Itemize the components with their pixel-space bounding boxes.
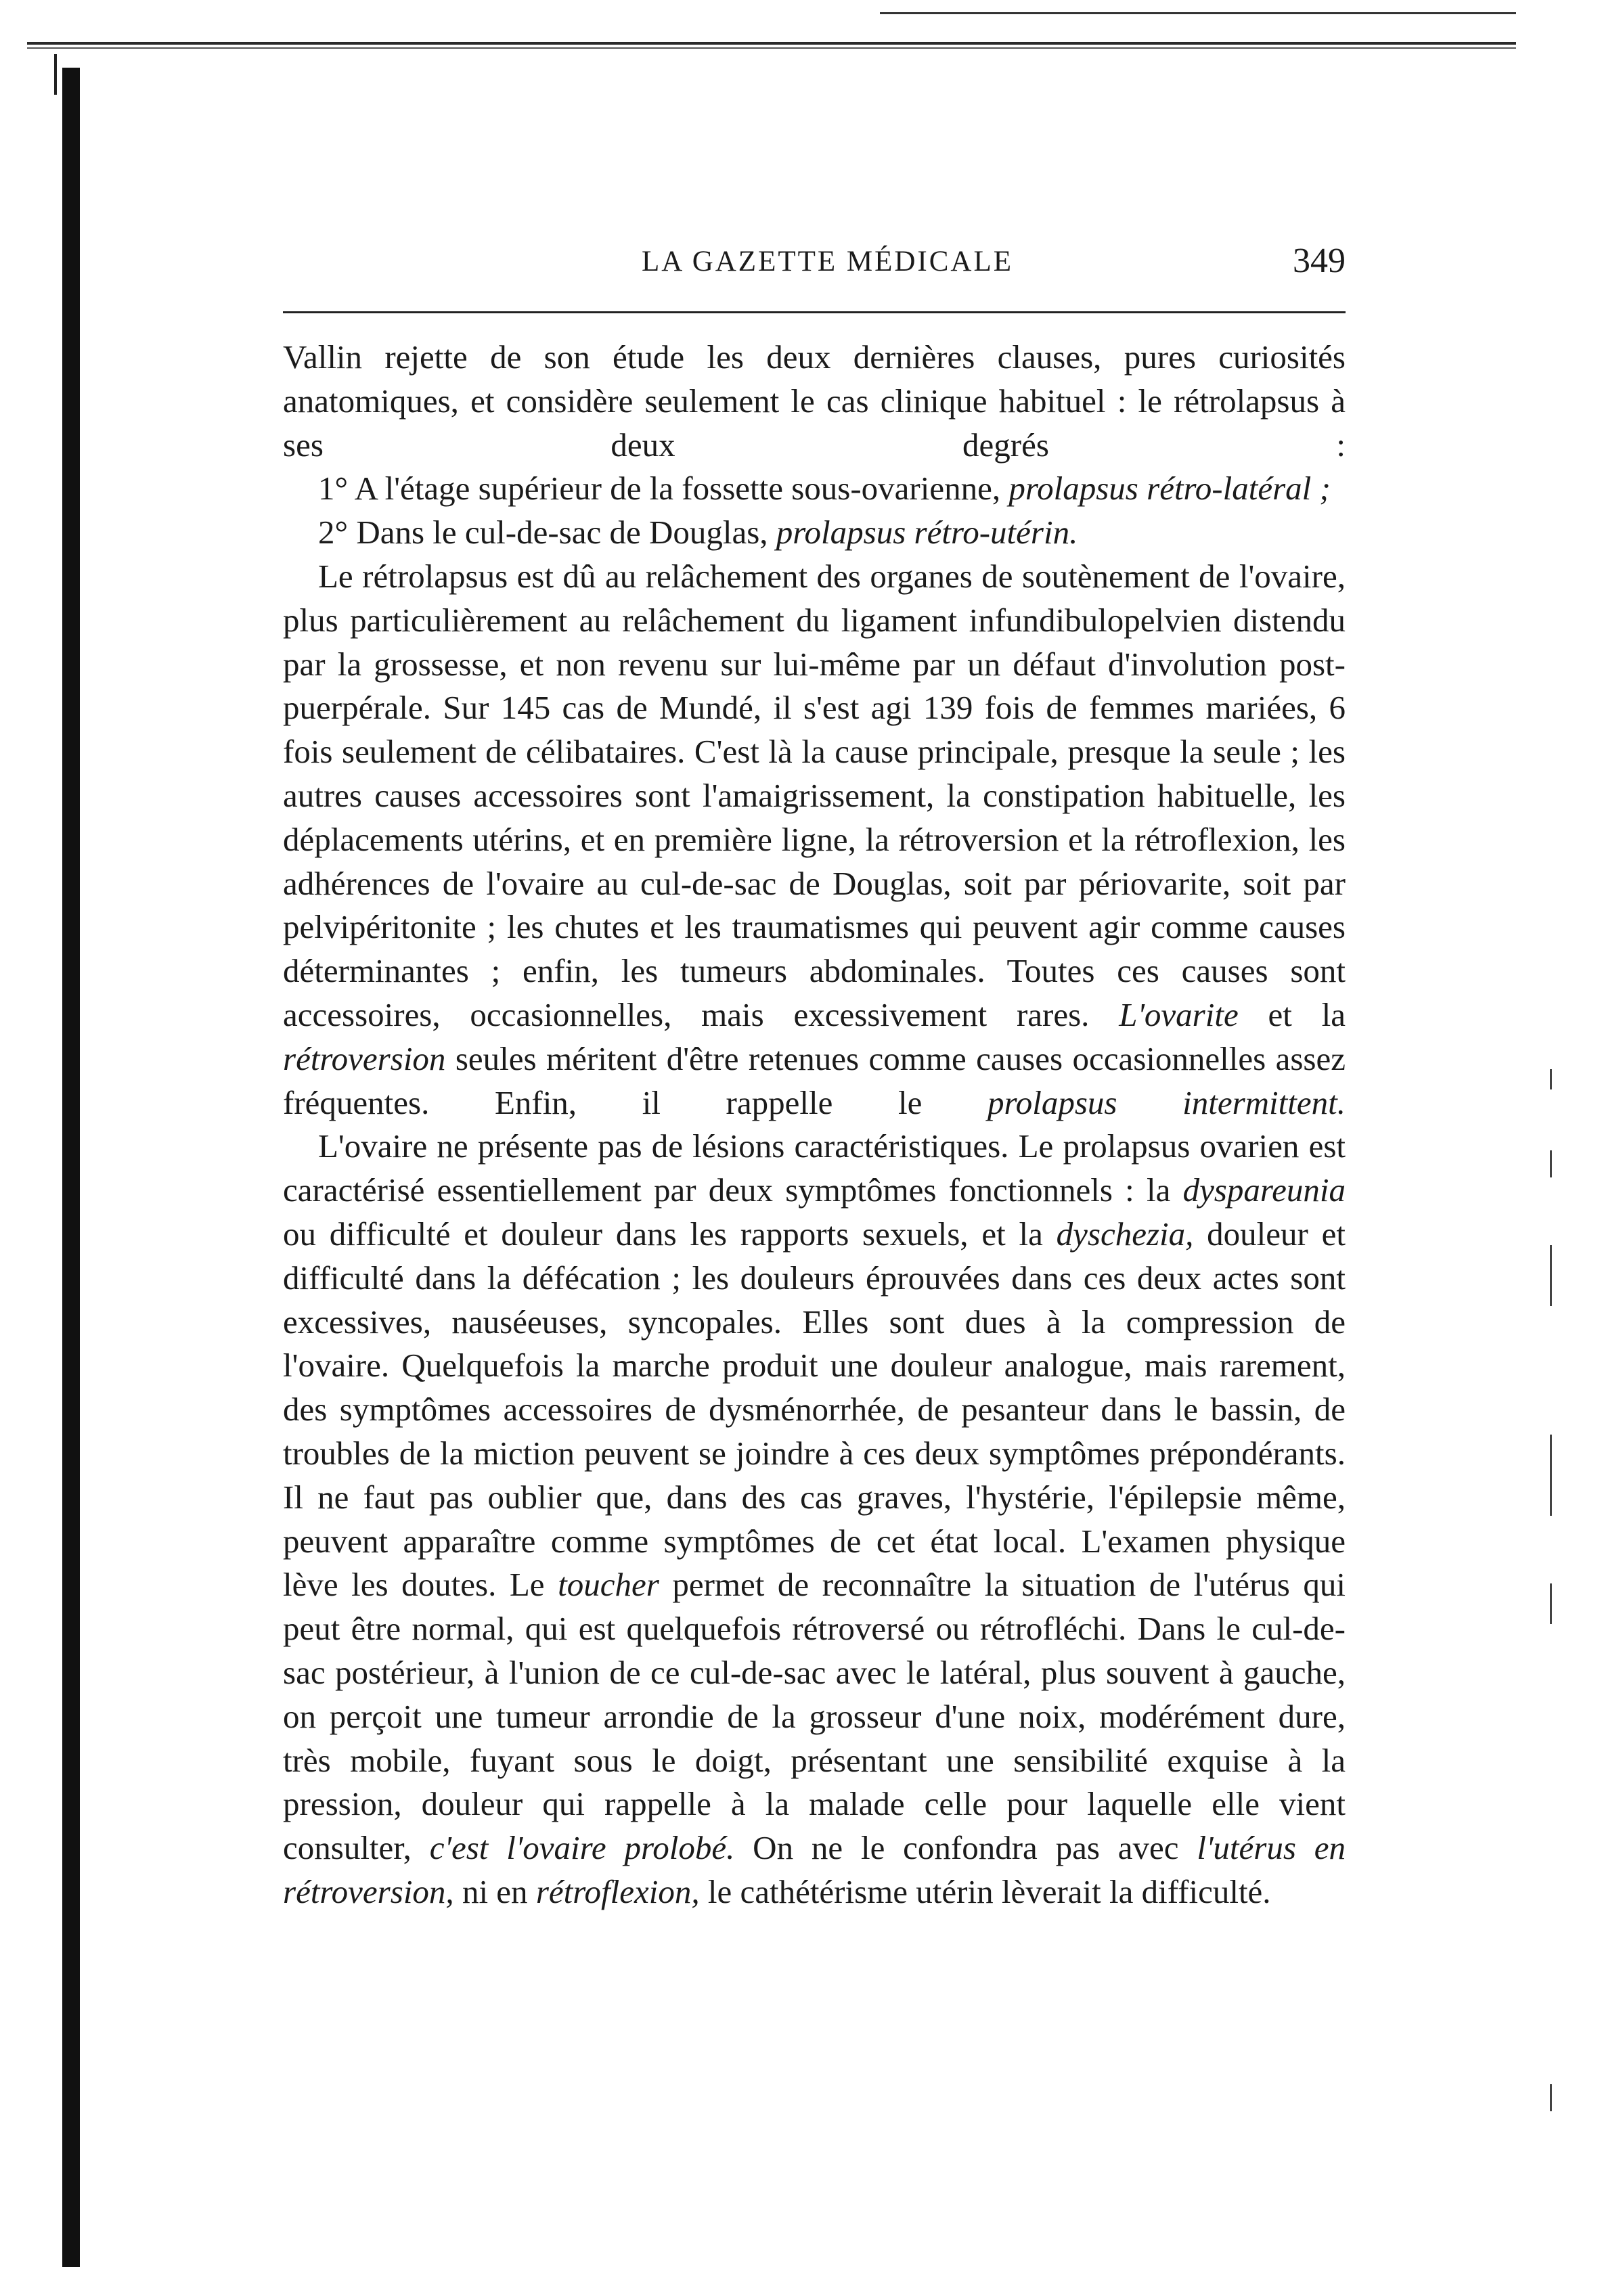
scan-edge-top-thin — [880, 12, 1516, 14]
running-title: LA GAZETTE MÉDICALE — [642, 246, 1014, 277]
italic-run: dyspareunia — [1182, 1171, 1346, 1209]
text-run: le cathétérisme utérin lèverait la difficulté. — [699, 1872, 1271, 1910]
text-run: L'ovaire ne présente pas de lésions caractéristiques. Le prolapsus ovarien est caractérisé essentiellement par deux symptômes fonctionnels : la — [283, 1127, 1346, 1209]
page-header — [283, 242, 1346, 292]
text-run: 1° A l'étage supérieur de la fossette sous-ovarienne, — [318, 470, 1009, 508]
text-run: Le rétrolapsus est dû au relâchement des organes de soutènement de l'ovaire, plus particulièrement au relâchement du ligament infundibulopelvien distendu par la grossesse, et non revenu sur lui-même par un défaut d'involution post-puerpérale. Sur 145 cas de Mundé, il s'est agi 139 fois de femmes mariées, 6 fois seulement de célibataires. C'est là la cause principale, presque la seule ; les autres causes accessoires sont l'amaigrissement, la constipation habituelle, les déplacements utérins, et en première ligne, la rétroversion et la rétroflexion, les adhérences de l'ovaire au cul-de-sac de Douglas, soit par périovarite, soit par pelvipéritonite ; les chutes et les traumatismes qui peuvent agir comme causes déterminantes ; enfin, les tumeurs abdominales. Toutes ces causes sont accessoires, occasionnelles, mais excessivement rares. — [283, 557, 1346, 1033]
italic-run: toucher — [558, 1566, 659, 1604]
italic-run: prolapsus rétro-latéral ; — [1008, 470, 1331, 508]
paragraph — [283, 467, 1346, 511]
scan-binding-shadow — [62, 68, 80, 2267]
italic-run: c'est l'ovaire prolobé. — [429, 1829, 735, 1867]
text-run: ou difficulté et douleur dans les rapports sexuels, et la — [283, 1215, 1057, 1253]
italic-run: dyschezia, — [1056, 1215, 1194, 1253]
italic-run: l'utérus en rétroversion, — [283, 1829, 1346, 1910]
text-run: seules méritent d'être retenues comme causes occasionnelles assez fréquentes. Enfin, il rappelle le — [283, 1039, 1346, 1121]
page-number: 349 — [1293, 242, 1346, 280]
italic-run: prolapsus intermittent. — [987, 1083, 1346, 1121]
paragraph — [283, 336, 1346, 467]
text-run: Vallin rejette de son étude les deux dernières clauses, pures curiosités anatomiques, et considère seulement le cas clinique habituel : le rétrolapsus à ses deux degrés : — [283, 338, 1346, 464]
text-run: permet de reconnaître la situation de l'utérus qui peut être normal, qui est quelquefois rétroversé ou rétrofléchi. Dans le cul-de-sac postérieur, à l'union de ce cul-de-sac avec le latéral, plus souvent à gauche, on perçoit une tumeur arrondie de la grosseur d'une noix, modérément dure, très mobile, fuyant sous le doigt, présentant une sensibilité exquise à la pression, douleur qui rappelle à la malade celle pour laquelle elle vient consulter, — [283, 1566, 1346, 1867]
text-run: 2° Dans le cul-de-sac de Douglas, — [318, 514, 776, 552]
scan-edge-top — [27, 42, 1516, 49]
text-run: On ne le confondra pas avec — [734, 1829, 1197, 1867]
paragraph — [283, 555, 1346, 1125]
header-rule — [283, 311, 1346, 313]
text-run: douleur et difficulté dans la défécation ; les douleurs éprouvées dans ces deux actes sont excessives, nauséeuses, syncopales. Elles sont dues à la compression de l'ovaire. Quelquefois la marche produit une douleur analogue, mais rarement, des symptômes accessoires de dysménorrhée, de pesanteur dans le bassin, de troubles de la miction peuvent se joindre à ces deux symptômes prépondérants. Il ne faut pas oublier que, dans des cas graves, l'hystérie, l'épilepsie même, peuvent apparaître comme symptômes de cet état local. L'examen physique lève les doutes. Le — [283, 1215, 1346, 1604]
scan-specks — [1550, 1069, 1555, 2220]
italic-run: rétroflexion, — [535, 1872, 700, 1910]
text-run: et la — [1238, 995, 1346, 1033]
italic-run: prolapsus rétro-utérin. — [776, 514, 1078, 552]
paragraph — [283, 511, 1346, 555]
italic-run: L'ovarite — [1119, 995, 1239, 1033]
italic-run: rétroversion — [283, 1039, 446, 1077]
text-run: ni en — [453, 1872, 536, 1910]
paragraph — [283, 1125, 1346, 1914]
body-text — [283, 336, 1346, 1914]
scan-edge-mark — [54, 54, 57, 95]
